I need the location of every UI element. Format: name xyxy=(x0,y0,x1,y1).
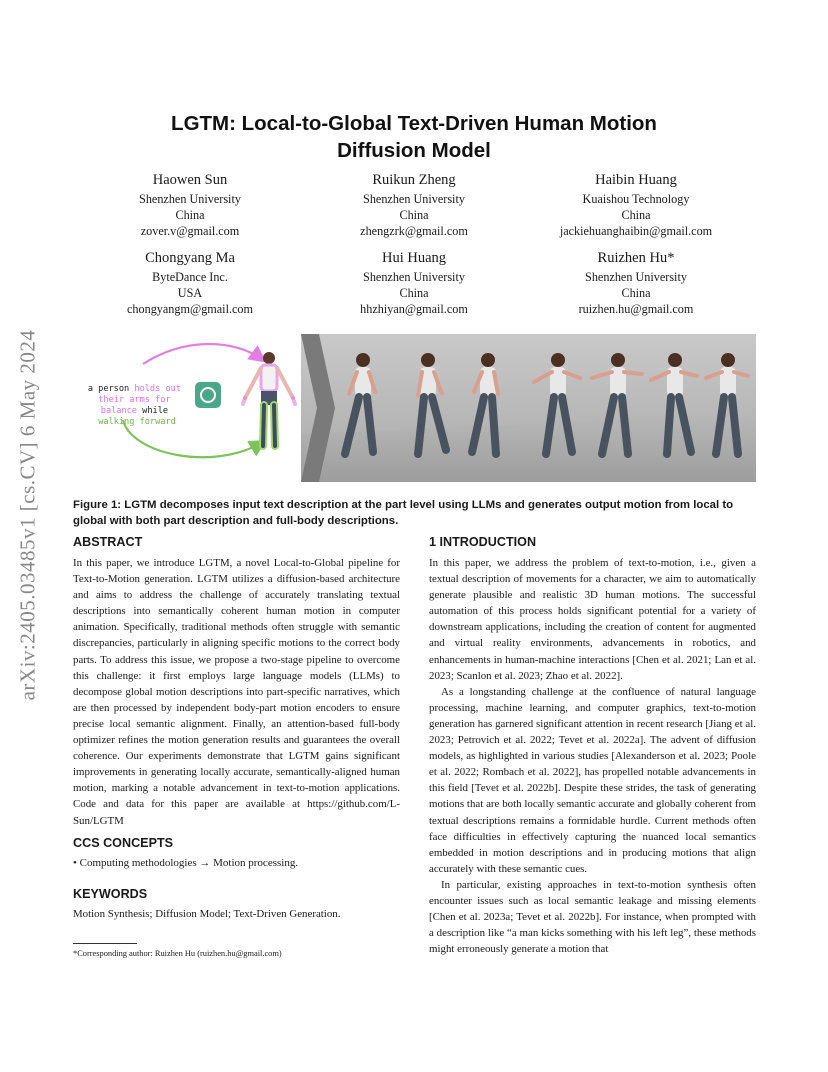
intro-paragraph: In particular, existing approaches in text-to-motion synthesis often encounter issues such as local semantic leakage and missing elements [Chen et al. 2023a; Tevet et al. 2022b]. For instance, when prompted with a description like “a man kicks something with his left leg”, these methods might erroneously generate a motion that xyxy=(429,878,756,956)
author-email: hhzhiyan@gmail.com xyxy=(360,302,468,316)
author-name: Chongyang Ma xyxy=(145,250,235,266)
openai-logo-icon xyxy=(195,382,221,408)
author-block xyxy=(516,170,756,239)
author-affiliation: Kuaishou Technology xyxy=(582,192,690,206)
author-country: China xyxy=(621,208,651,222)
footnote: *Corresponding author: Ruizhen Hu (ruizhen.hu@gmail.com) xyxy=(73,949,282,958)
author-block xyxy=(294,170,534,239)
author-email: jackiehuanghaibin@gmail.com xyxy=(559,224,713,238)
author-block xyxy=(516,248,756,317)
mannequin-figure xyxy=(243,352,295,446)
author-affiliation: Shenzhen University xyxy=(585,270,687,284)
author-email: zhengzrk@gmail.com xyxy=(360,224,468,238)
author-email: zover.v@gmail.com xyxy=(140,224,240,238)
author-affiliation: Shenzhen University xyxy=(363,270,465,284)
keywords-heading: KEYWORDS xyxy=(73,887,148,901)
introduction-body xyxy=(429,555,756,957)
ccs-text: • Computing methodologies → Motion processing. xyxy=(73,857,299,869)
author-email: chongyangm@gmail.com xyxy=(127,302,253,316)
author-name: Haibin Huang xyxy=(595,172,677,188)
author-block xyxy=(70,170,310,239)
author-block xyxy=(70,248,310,317)
keywords-text: Motion Synthesis; Diffusion Model; Text-Driven Generation. xyxy=(73,908,341,920)
abstract-text: In this paper, we introduce LGTM, a novel Local-to-Global pipeline for Text-to-Motion generation. LGTM utilizes a diffusion-based architecture and aims to address the challenge of accurately translating textual descriptions into semantically coherent human motion in computer animation. Specifically, traditional methods often struggle with semantic discrepancies, particularly in aligning specific motions to the correct body parts. To address this issue, we propose a two-stage pipeline to overcome this challenge: it first employs large language models (LLMs) to decompose global motion descriptions into part-specific narratives, which are then processed by independent body-part motion encoders to ensure precise local semantic alignment. Finally, an attention-based full-body optimizer refines the motion generation results and guarantees the overall coherence. Our experiments demonstrate that LGTM gains significant improvements in generating locally accurate, semantically-aligned human motion, marking a notable advancement in text-to-motion applications. Code and data for this paper are available at https://github.com/L-Sun/LGTM xyxy=(73,557,400,827)
ccs-heading: CCS CONCEPTS xyxy=(73,836,174,850)
paper-title xyxy=(110,110,718,164)
author-name: Ruikun Zheng xyxy=(372,172,456,188)
figure-caption: Figure 1: LGTM decomposes input text description at the part level using LLMs and generates output motion from local to global with both part description and full-body descriptions. xyxy=(73,499,734,527)
author-country: USA xyxy=(177,286,203,300)
introduction-heading: 1 INTRODUCTION xyxy=(429,535,537,549)
part-arrow xyxy=(143,344,263,364)
title-line-2: Diffusion Model xyxy=(337,139,491,162)
author-affiliation: Shenzhen University xyxy=(139,192,241,206)
author-country: China xyxy=(399,286,429,300)
abstract-heading: ABSTRACT xyxy=(73,535,143,549)
author-country: China xyxy=(175,208,205,222)
title-line-1: LGTM: Local-to-Global Text-Driven Human Motion xyxy=(171,112,657,135)
author-affiliation: ByteDance Inc. xyxy=(152,270,228,284)
author-name: Haowen Sun xyxy=(152,172,228,188)
intro-paragraph: In this paper, we address the problem of text-to-motion, i.e., given a textual description of movements for a character, we aim to automatically generate plausible and realistic 3D human motions. The successful automation of this process holds significant potential for a variety of downstream applications, including the creation of content for augmented and virtual reality environments, advancements in robotics, and enhancements in human-machine interactions [Chen et al. 2021; Lan et al. 2023; Scanlon et al. 2023; Zhao et al. 2022]. xyxy=(429,557,756,682)
intro-paragraph: As a longstanding challenge at the confluence of natural language processing, machine learning, and computer graphics, text-to-motion generation has garnered significant attention in recent research [Jiang et al. 2023; Petrovich et al. 2022; Tevet et al. 2022a]. The advent of diffusion models, as highlighted in various studies [Alexanderson et al. 2023; Poole et al. 2022; Rombach et al. 2022], has propelled notable advancements in this field [Tevet et al. 2022b]. Despite these strides, the task of generating motions that are both locally semantic accurate and globally coherent from textual descriptions remains a formidable hurdle. Current methods often face difficulties in effectively capturing the nuanced local semantics embedded in motion descriptions and in producing motions that align accurately with these semantic cues. xyxy=(429,685,756,875)
author-affiliation: Shenzhen University xyxy=(363,192,465,206)
author-name: Ruizhen Hu* xyxy=(597,250,675,266)
footnote-rule xyxy=(73,943,137,944)
arxiv-side-label: arXiv:2405.03485v1 [cs.CV] 6 May 2024 xyxy=(15,329,40,701)
author-block xyxy=(294,248,534,317)
author-email: ruizhen.hu@gmail.com xyxy=(578,302,694,316)
author-country: China xyxy=(399,208,429,222)
author-name: Hui Huang xyxy=(381,250,447,266)
svg-text:a person holds out their a: a person holds out their arms for balance while walking forward xyxy=(87,384,181,427)
author-country: China xyxy=(621,286,651,300)
teaser-figure xyxy=(73,334,756,482)
